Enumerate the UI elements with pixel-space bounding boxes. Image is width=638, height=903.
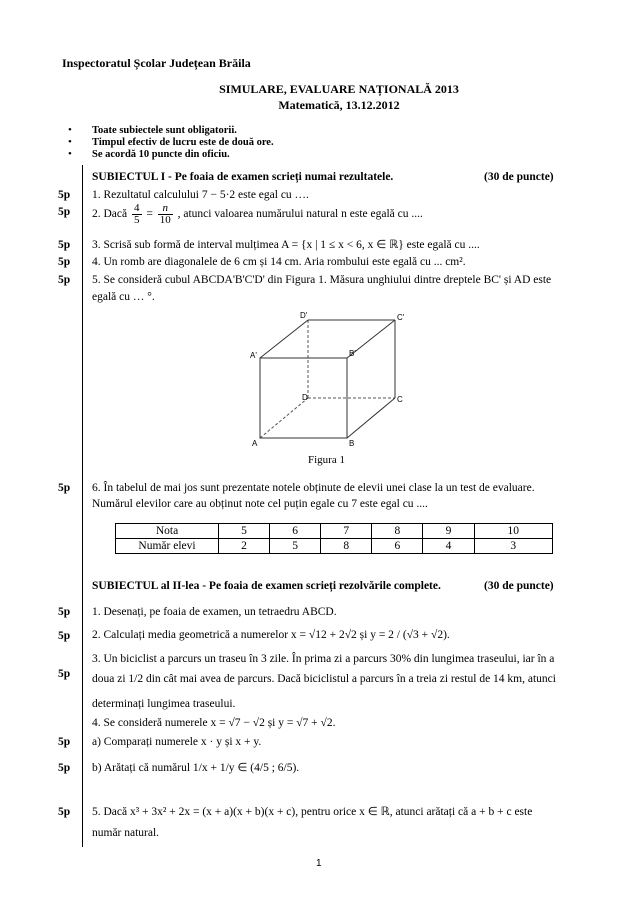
bullet-icon: • bbox=[68, 124, 72, 136]
s2-item-1: 1. Desenați, pe foaia de examen, un tetraedru ABCD. bbox=[92, 606, 337, 618]
bullet-icon: • bbox=[68, 136, 72, 148]
s1-item-4: 4. Un romb are diagonalele de 6 cm și 14 cm. Aria rombului este egală cu ... cm². bbox=[92, 256, 466, 268]
table-cell: 9 bbox=[423, 524, 474, 539]
edge-A1D1 bbox=[260, 320, 308, 358]
item-points: 5p bbox=[58, 606, 71, 618]
s2-item-3: 3. Un biciclist a parcurs un traseu în 3 zile. În prima zi a parcurs 30% din lungimea traseului, iar în a bbox=[92, 653, 555, 665]
table-cell: Număr elevi bbox=[116, 539, 219, 554]
s2-item-3-cont: doua zi 1/2 din cât mai avea de parcurs. Dacă biciclistul a parcurs în a treia zi restul de 14 km, atunci bbox=[92, 673, 556, 685]
s1-item-5-cont: egală cu … °. bbox=[92, 291, 155, 303]
table-cell: 6 bbox=[270, 524, 321, 539]
s1-item-2-pre: 2. Dacă bbox=[92, 208, 128, 221]
item-points: 5p bbox=[58, 256, 71, 268]
table-cell: 8 bbox=[321, 539, 372, 554]
section1-points: (30 de puncte) bbox=[484, 171, 554, 183]
table-cell: 5 bbox=[219, 524, 270, 539]
label-B1: B' bbox=[349, 349, 356, 358]
instruction-1: Toate subiectele sunt obligatorii. bbox=[92, 125, 237, 136]
table-cell: 6 bbox=[372, 539, 423, 554]
s1-item-2: 2. Dacă $\frac{4}{5}$ = $\frac{n}{10}$ , atunci valoarea numărului natural n este egală cu .... bbox=[92, 202, 423, 226]
cube-figure bbox=[250, 308, 410, 448]
label-A: A bbox=[252, 439, 258, 448]
s2-item-5: 5. Dacă x³ + 3x² + 2x = (x + a)(x + b)(x + c), pentru orice x ∈ ℝ, atunci arătați că a + b + c este bbox=[92, 806, 533, 818]
table-cell: 8 bbox=[372, 524, 423, 539]
item-points: 5p bbox=[58, 762, 71, 774]
table-row bbox=[116, 524, 553, 539]
item-points: 5p bbox=[58, 806, 71, 818]
section2-heading: SUBIECTUL al II-lea - Pe foaia de examen scrieți rezolvările complete. bbox=[92, 580, 441, 592]
s1-item-5: 5. Se consideră cubul ABCDA'B'C'D' din Figura 1. Măsura unghiului dintre dreptele BC' și AD este bbox=[92, 274, 552, 286]
item-points: 5p bbox=[58, 189, 71, 201]
page-number: 1 bbox=[316, 858, 322, 869]
label-D: D bbox=[302, 393, 308, 402]
edge-AD bbox=[260, 398, 308, 438]
s2-item-4b: b) Arătați că numărul 1/x + 1/y ∈ (4/5 ; 6/5). bbox=[92, 762, 300, 774]
item-points: 5p bbox=[58, 482, 71, 494]
s1-item-3: 3. Scrisă sub formă de interval mulțimea A = {x | 1 ≤ x < 6, x ∈ ℝ} este egală cu .... bbox=[92, 239, 480, 251]
s2-item-4: 4. Se consideră numerele x = √7 − √2 și y = √7 + √2. bbox=[92, 717, 336, 729]
section1-heading: SUBIECTUL I - Pe foaia de examen scrieți numai rezultatele. bbox=[92, 171, 394, 183]
label-C1: C' bbox=[397, 313, 405, 322]
bullet-icon: • bbox=[68, 148, 72, 160]
label-D1: D' bbox=[300, 311, 308, 320]
fraction-4-over-5: $\frac{4}{5}$ bbox=[134, 202, 140, 226]
item-points: 5p bbox=[58, 239, 71, 251]
exam-subtitle: Matematică, 13.12.2012 bbox=[278, 98, 400, 112]
s1-item-6: 6. În tabelul de mai jos sunt prezentate notele obținute de elevii unei clase la un test de evaluare. bbox=[92, 482, 535, 494]
inspectorate-name: Inspectoratul Școlar Județean Brăila bbox=[62, 56, 251, 70]
table-cell: 2 bbox=[219, 539, 270, 554]
s1-item-6-cont: Numărul elevilor care au obținut note cel puțin egale cu 7 este egal cu .... bbox=[92, 498, 428, 510]
s2-item-2: 2. Calculați media geometrică a numerelor x = √12 + 2√2 și y = 2 / (√3 + √2). bbox=[92, 629, 450, 641]
exam-title: SIMULARE, EVALUARE NAȚIONALĂ 2013 bbox=[219, 82, 459, 96]
instruction-3: Se acordă 10 puncte din oficiu. bbox=[92, 149, 230, 160]
item-points: 5p bbox=[58, 736, 71, 748]
label-B: B bbox=[349, 439, 355, 448]
table-cell: 3 bbox=[474, 539, 552, 554]
item-points: 5p bbox=[58, 274, 71, 286]
grades-table bbox=[115, 523, 553, 554]
table-row bbox=[116, 539, 553, 554]
item-points: 5p bbox=[58, 630, 71, 642]
label-C: C bbox=[397, 395, 403, 404]
table-cell: 5 bbox=[270, 539, 321, 554]
edge-BC bbox=[347, 398, 395, 438]
points-divider bbox=[82, 165, 83, 847]
fraction-n-over-10: $\frac{n}{10}$ bbox=[159, 202, 171, 226]
s2-item-3-cont2: determinați lungimea traseului. bbox=[92, 698, 236, 710]
table-cell: 7 bbox=[321, 524, 372, 539]
s2-item-5-cont: număr natural. bbox=[92, 827, 160, 839]
label-A1: A' bbox=[250, 351, 257, 360]
section2-points: (30 de puncte) bbox=[484, 580, 554, 592]
instruction-2: Timpul efectiv de lucru este de două ore. bbox=[92, 137, 274, 148]
s1-item-1: 1. Rezultatul calculului 7 − 5·2 este egal cu …. bbox=[92, 189, 309, 201]
s2-item-4a: a) Comparați numerele x · y și x + y. bbox=[92, 736, 262, 748]
item-points: 5p bbox=[58, 668, 71, 680]
item-points: 5p bbox=[58, 206, 71, 218]
table-cell: 10 bbox=[474, 524, 552, 539]
s1-item-2-post: , atunci valoarea numărului natural n este egală cu .... bbox=[177, 208, 423, 221]
table-cell: 4 bbox=[423, 539, 474, 554]
figure-caption: Figura 1 bbox=[308, 454, 345, 466]
table-cell: Nota bbox=[116, 524, 219, 539]
